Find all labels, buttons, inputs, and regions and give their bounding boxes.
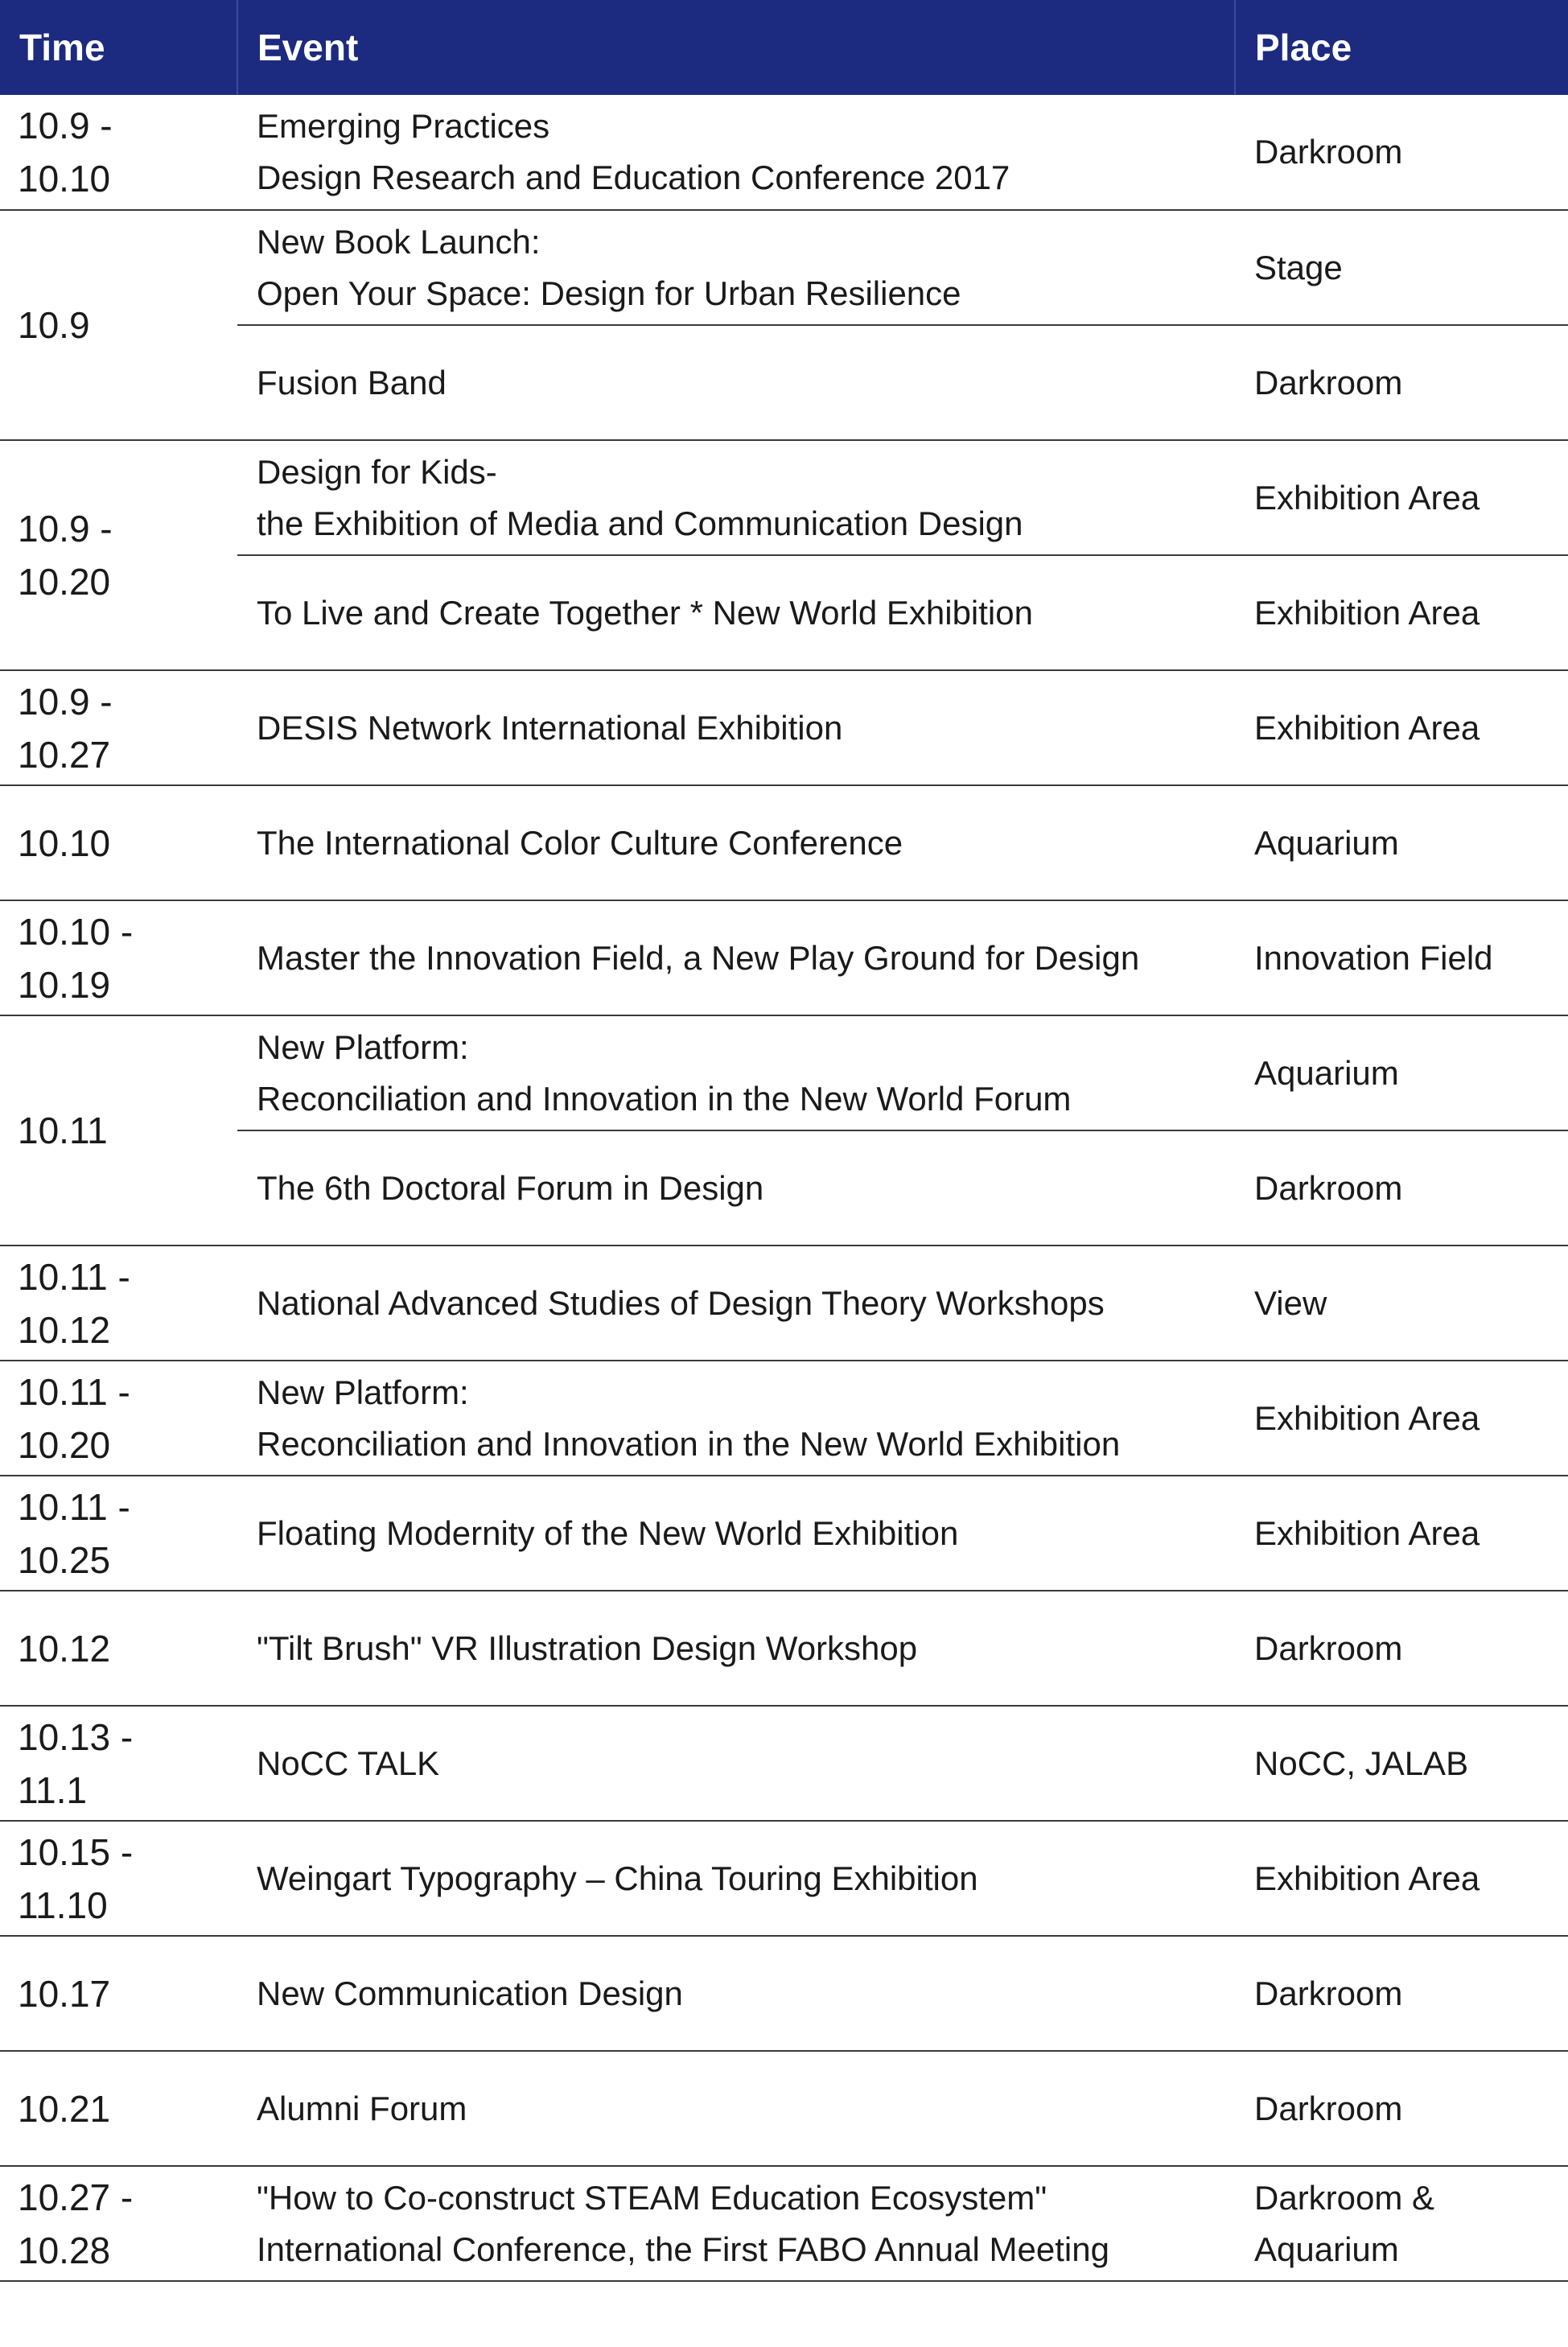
- place-cell: [1235, 555, 1568, 670]
- cell-line: 11.10: [18, 1884, 108, 1926]
- event-cell: [237, 1361, 1235, 1476]
- time-cell: [0, 1821, 237, 1936]
- event-cell: [237, 670, 1235, 785]
- time-cell: [0, 1246, 237, 1361]
- place-cell: [1235, 1821, 1568, 1936]
- time-cell: [0, 900, 237, 1015]
- cell-line: 10.13 -: [18, 1715, 134, 1758]
- cell-line: 10.12: [18, 1627, 111, 1670]
- event-cell: [237, 2051, 1235, 2166]
- cell-line: Exhibition Area: [1254, 593, 1480, 632]
- time-cell: [0, 785, 237, 900]
- place-cell: [1235, 1361, 1568, 1476]
- event-cell: [237, 1015, 1235, 1130]
- event-cell: [237, 1591, 1235, 1706]
- cell-line: 10.28: [18, 2229, 111, 2271]
- table-row: [0, 210, 1568, 325]
- cell-line: The 6th Doctoral Forum in Design: [257, 1168, 764, 1207]
- cell-line: New Communication Design: [257, 1974, 683, 2012]
- cell-line: Exhibition Area: [1254, 1398, 1480, 1437]
- cell-line: Exhibition Area: [1254, 708, 1480, 747]
- cell-line: 10.9: [18, 304, 90, 346]
- place-cell: [1235, 2166, 1568, 2281]
- table-row: [0, 1015, 1568, 1130]
- cell-line: Darkroom &: [1254, 2178, 1435, 2217]
- time-cell: [0, 440, 237, 670]
- cell-line: 10.11 -: [18, 1255, 130, 1298]
- cell-line: 10.25: [18, 1538, 111, 1581]
- table-row: [0, 900, 1568, 1015]
- time-cell: [0, 210, 237, 440]
- place-cell: [1235, 1246, 1568, 1361]
- table-row: [0, 2166, 1568, 2281]
- place-cell: [1235, 210, 1568, 325]
- place-cell: [1235, 1476, 1568, 1591]
- cell-line: New Platform:: [257, 1373, 469, 1411]
- cell-line: 10.9 -: [18, 508, 113, 550]
- place-cell: [1235, 785, 1568, 900]
- cell-line: 10.27 -: [18, 2176, 134, 2218]
- cell-line: View: [1254, 1283, 1327, 1322]
- cell-line: Darkroom: [1254, 133, 1403, 171]
- cell-line: "How to Co-construct STEAM Education Ecosystem": [257, 2178, 1047, 2217]
- cell-line: Darkroom: [1254, 1974, 1403, 2012]
- time-cell: [0, 1361, 237, 1476]
- table-row: [0, 785, 1568, 900]
- cell-line: 11.1: [18, 1768, 88, 1811]
- table-row: [0, 1476, 1568, 1591]
- cell-line: Aquarium: [1254, 2230, 1399, 2268]
- event-cell: [237, 440, 1235, 555]
- cell-line: International Conference, the First FABO Annual Meeting: [257, 2230, 1109, 2268]
- time-cell: [0, 670, 237, 785]
- table-row: [0, 95, 1568, 210]
- cell-line: Master the Innovation Field, a New Play Ground for Design: [257, 938, 1140, 977]
- event-cell: [237, 1706, 1235, 1821]
- cell-line: 10.21: [18, 2087, 111, 2130]
- cell-line: 10.10: [18, 158, 111, 200]
- event-cell: [237, 2166, 1235, 2281]
- cell-line: Darkroom: [1254, 2089, 1403, 2127]
- table-row: [0, 1361, 1568, 1476]
- table-row: [0, 1936, 1568, 2051]
- event-cell: [237, 555, 1235, 670]
- table-row: [0, 1706, 1568, 1821]
- cell-line: Exhibition Area: [1254, 1513, 1480, 1552]
- event-cell: [237, 95, 1235, 210]
- cell-line: 10.11 -: [18, 1485, 130, 1528]
- cell-line: National Advanced Studies of Design Theory Workshops: [257, 1283, 1105, 1322]
- cell-line: 10.9 -: [18, 680, 113, 723]
- cell-line: Design Research and Education Conference 2017: [257, 159, 1010, 196]
- cell-line: NoCC TALK: [257, 1744, 440, 1782]
- cell-line: 10.10 -: [18, 910, 134, 953]
- cell-line: The International Color Culture Conference: [257, 823, 903, 862]
- cell-line: Darkroom: [1254, 1628, 1403, 1667]
- cell-line: Darkroom: [1254, 1168, 1403, 1207]
- event-cell: [237, 1246, 1235, 1361]
- cell-line: 10.17: [18, 1972, 111, 2015]
- cell-line: Weingart Typography – China Touring Exhibition: [257, 1859, 978, 1897]
- cell-line: 10.12: [18, 1308, 111, 1351]
- time-cell: [0, 1015, 237, 1246]
- time-cell: [0, 1591, 237, 1706]
- table-row: [0, 670, 1568, 785]
- time-cell: [0, 2166, 237, 2281]
- table-row: [0, 1246, 1568, 1361]
- cell-line: Floating Modernity of the New World Exhibition: [257, 1513, 959, 1552]
- cell-line: Stage: [1254, 248, 1343, 286]
- cell-line: DESIS Network International Exhibition: [257, 708, 843, 747]
- header-event: Event: [237, 0, 1235, 95]
- cell-line: Exhibition Area: [1254, 478, 1480, 517]
- cell-line: Design for Kids-: [257, 452, 497, 491]
- time-cell: [0, 2051, 237, 2166]
- cell-line: To Live and Create Together * New World Exhibition: [257, 593, 1033, 632]
- cell-line: Exhibition Area: [1254, 1859, 1480, 1897]
- event-cell: [237, 325, 1235, 440]
- cell-line: Open Your Space: Design for Urban Resilience: [257, 274, 961, 312]
- place-cell: [1235, 1015, 1568, 1130]
- cell-line: 10.9 -: [18, 105, 113, 146]
- cell-line: 10.19: [18, 963, 111, 1006]
- header-place: Place: [1235, 0, 1568, 95]
- cell-line: Emerging Practices: [257, 107, 550, 145]
- place-cell: [1235, 1936, 1568, 2051]
- cell-line: Reconciliation and Innovation in the New World Exhibition: [257, 1424, 1121, 1463]
- cell-line: NoCC, JALAB: [1254, 1744, 1469, 1782]
- event-cell: [237, 1821, 1235, 1936]
- cell-line: Aquarium: [1254, 1053, 1399, 1092]
- place-cell: [1235, 1706, 1568, 1821]
- event-cell: [237, 785, 1235, 900]
- place-cell: [1235, 440, 1568, 555]
- time-cell: [0, 95, 237, 210]
- cell-line: 10.20: [18, 1423, 111, 1466]
- place-cell: [1235, 900, 1568, 1015]
- cell-line: Darkroom: [1254, 363, 1403, 401]
- time-cell: [0, 1706, 237, 1821]
- cell-line: 10.11 -: [18, 1370, 130, 1413]
- event-cell: [237, 210, 1235, 325]
- cell-line: "Tilt Brush" VR Illustration Design Workshop: [257, 1628, 918, 1667]
- cell-line: Aquarium: [1254, 823, 1399, 862]
- cell-line: 10.11: [18, 1110, 108, 1151]
- table-row: [0, 2051, 1568, 2166]
- header-time: Time: [0, 0, 237, 95]
- cell-line: the Exhibition of Media and Communication Design: [257, 504, 1023, 542]
- cell-line: 10.27: [18, 733, 111, 776]
- place-cell: [1235, 670, 1568, 785]
- event-cell: [237, 1936, 1235, 2051]
- event-cell: [237, 900, 1235, 1015]
- place-cell: [1235, 1130, 1568, 1246]
- cell-line: Alumni Forum: [257, 2089, 467, 2127]
- cell-line: 10.20: [18, 561, 111, 603]
- cell-line: 10.10: [18, 821, 111, 864]
- place-cell: [1235, 95, 1568, 210]
- table-row: [0, 1821, 1568, 1936]
- place-cell: [1235, 1591, 1568, 1706]
- time-cell: [0, 1936, 237, 2051]
- table-row: [0, 1591, 1568, 1706]
- cell-line: Fusion Band: [257, 363, 447, 401]
- table-header-row: [0, 0, 1568, 95]
- cell-line: New Platform:: [257, 1027, 469, 1066]
- place-cell: [1235, 2051, 1568, 2166]
- cell-line: New Book Launch:: [257, 222, 541, 261]
- event-cell: [237, 1476, 1235, 1591]
- place-cell: [1235, 325, 1568, 440]
- event-cell: [237, 1130, 1235, 1246]
- cell-line: 10.15 -: [18, 1830, 134, 1873]
- time-cell: [0, 1476, 237, 1591]
- cell-line: Innovation Field: [1254, 938, 1493, 977]
- table-row: [0, 440, 1568, 555]
- cell-line: Reconciliation and Innovation in the New World Forum: [257, 1079, 1072, 1118]
